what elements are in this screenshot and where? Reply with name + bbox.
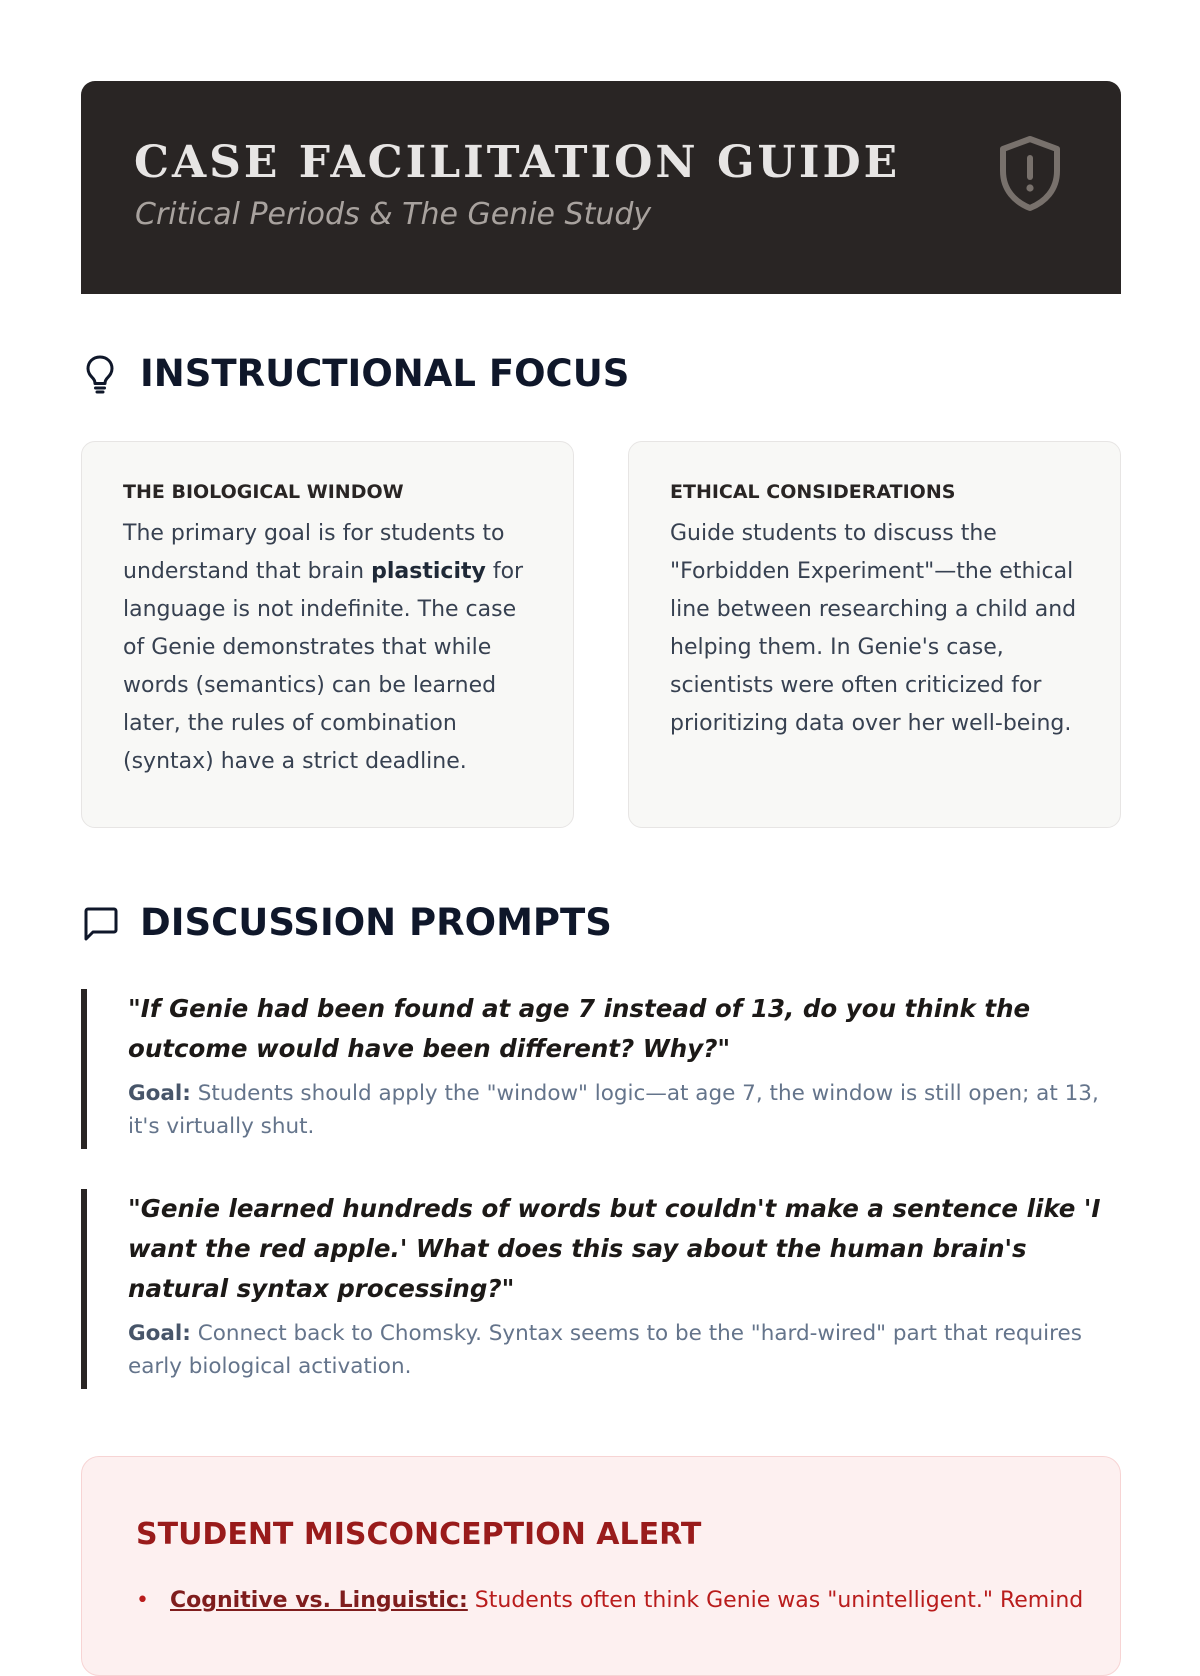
discussion-prompts-heading xyxy=(81,901,612,944)
message-square-icon xyxy=(81,902,119,944)
alert-item-term: Cognitive vs. Linguistic: xyxy=(170,1588,468,1613)
section-title: DISCUSSION PROMPTS xyxy=(140,901,612,944)
section-title: INSTRUCTIONAL FOCUS xyxy=(140,352,630,395)
biological-window-card xyxy=(81,441,574,828)
goal-text: Connect back to Chomsky. Syntax seems to be the "hard-wired" part that requires early biological activation. xyxy=(128,1321,1082,1379)
prompt-question: "Genie learned hundreds of words but couldn't make a sentence like 'I want the red apple.' What does this say about the human brain's natural syntax processing?" xyxy=(128,1194,1101,1303)
card-body xyxy=(123,515,532,781)
prompt-goal xyxy=(128,1317,1121,1383)
card-body-text: for language is not indefinite. The case of Genie demonstrates that while words (semantics) can be learned later, the rules of combination (syntax) have a strict deadline. xyxy=(123,559,524,774)
card-title: ETHICAL CONSIDERATIONS xyxy=(670,481,956,503)
discussion-prompt xyxy=(81,1189,1121,1389)
goal-label: Goal: xyxy=(128,1081,191,1106)
alert-list xyxy=(136,1583,1096,1619)
shield-alert-icon xyxy=(995,133,1065,213)
ethical-considerations-card xyxy=(628,441,1121,828)
prompt-question: "If Genie had been found at age 7 instead of 13, do you think the outcome would have been different? Why?" xyxy=(128,994,1031,1063)
discussion-prompt xyxy=(81,989,1121,1149)
alert-title: STUDENT MISCONCEPTION ALERT xyxy=(136,1517,702,1552)
goal-label: Goal: xyxy=(128,1321,191,1346)
prompt-goal xyxy=(128,1077,1121,1143)
misconception-alert xyxy=(81,1456,1121,1676)
alert-item-text: Students often think Genie was "unintelligent." Remind xyxy=(467,1588,1084,1613)
instructional-focus-heading xyxy=(81,352,629,395)
alert-item xyxy=(136,1583,1096,1619)
page-subtitle: Critical Periods & The Genie Study xyxy=(135,197,652,232)
card-title: THE BIOLOGICAL WINDOW xyxy=(123,481,404,503)
page-header xyxy=(81,81,1121,294)
card-body: Guide students to discuss the "Forbidden Experiment"—the ethical line between researching a child and helping them. In Genie's case, scientists were often criticized for prioritizing data over her well-being. xyxy=(670,521,1077,736)
lightbulb-icon xyxy=(81,353,119,395)
card-body-emphasis: plasticity xyxy=(371,559,486,584)
goal-text: Students should apply the "window" logic—at age 7, the window is still open; at 13, it's virtually shut. xyxy=(128,1081,1099,1139)
bullet: • xyxy=(136,1588,149,1613)
page-title: CASE FACILITATION GUIDE xyxy=(134,137,901,188)
card-body-text: The primary goal is for students to understand that brain xyxy=(123,521,505,584)
